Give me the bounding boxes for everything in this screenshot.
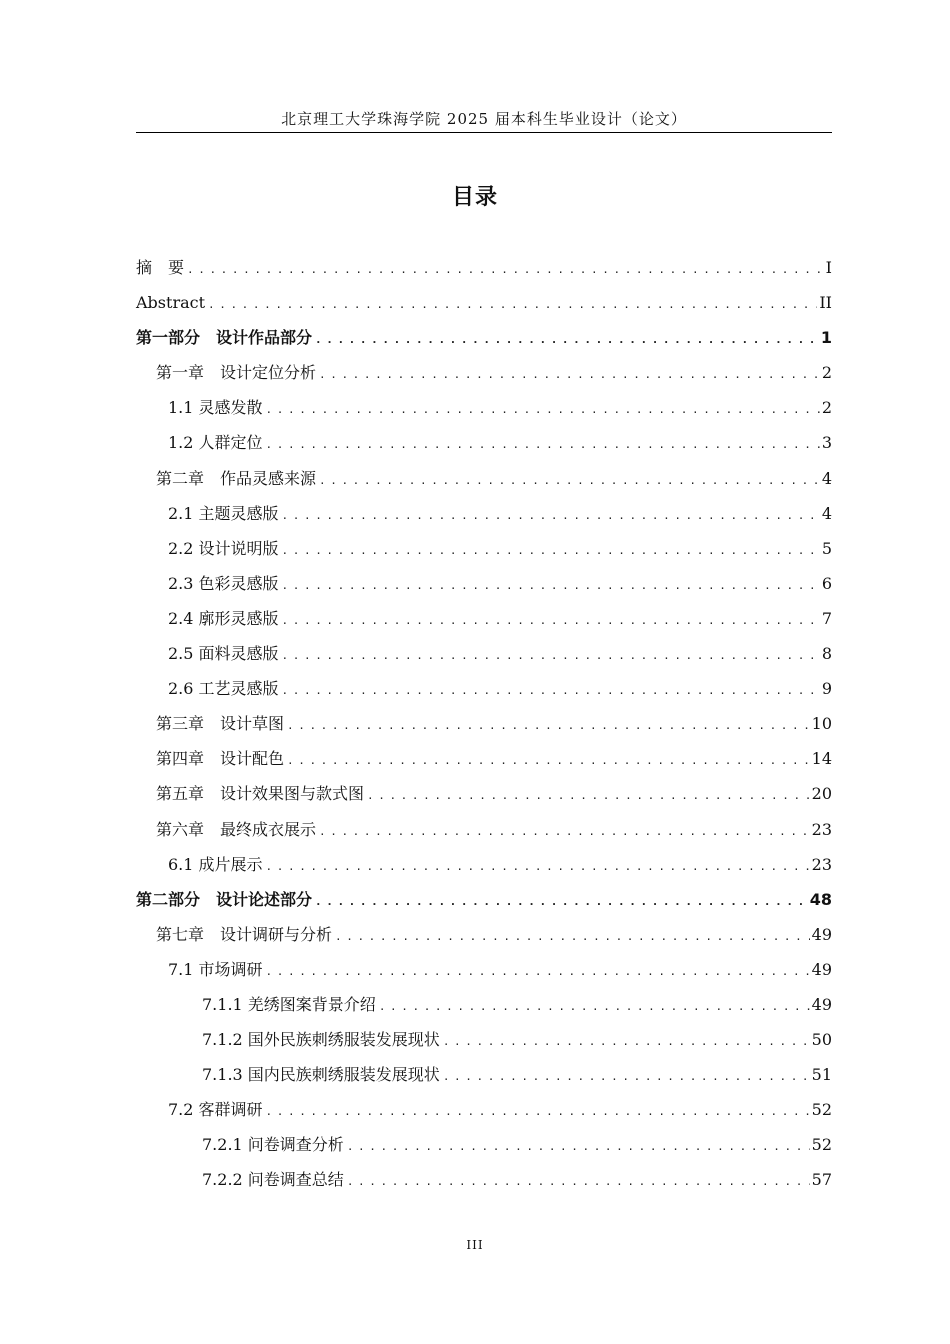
toc-leader-dots — [266, 853, 810, 880]
toc-entry-page: 1 — [820, 328, 832, 348]
toc-entry-page: 23 — [811, 854, 832, 874]
toc-entry-page: 57 — [811, 1170, 832, 1190]
toc-entry-label: 7.1 市场调研 — [168, 959, 263, 979]
toc-entry[interactable] — [136, 851, 832, 886]
toc-leader-dots — [315, 326, 819, 353]
toc-entry-label: 第三章 设计草图 — [156, 714, 285, 734]
toc-entry-page: 6 — [821, 573, 832, 593]
toc-entry[interactable] — [136, 394, 832, 429]
toc-entry[interactable] — [136, 605, 832, 640]
toc-entry-page: 2 — [821, 398, 832, 418]
toc-entry[interactable] — [136, 1096, 832, 1131]
toc-entry-label: 2.3 色彩灵感版 — [168, 573, 279, 593]
toc-leader-dots — [287, 747, 810, 774]
toc-entry-label: 摘 要 — [136, 258, 185, 277]
toc-entry-page: 23 — [811, 819, 832, 839]
toc-entry-label: 第七章 设计调研与分析 — [156, 924, 333, 944]
toc-entry-label: 1.1 灵感发散 — [168, 398, 263, 418]
toc-leader-dots — [282, 502, 820, 529]
toc-leader-dots — [443, 1028, 810, 1055]
toc-entry-label: 2.4 廓形灵感版 — [168, 608, 279, 628]
table-of-contents — [136, 254, 832, 1202]
toc-entry[interactable] — [136, 921, 832, 956]
toc-entry-label: 7.1.2 国外民族刺绣服装发展现状 — [202, 1030, 440, 1050]
toc-leader-dots — [367, 782, 810, 809]
toc-entry-page: I — [825, 258, 832, 277]
toc-entry-page: 4 — [821, 468, 832, 488]
toc-entry-page: 52 — [811, 1135, 832, 1155]
toc-entry[interactable] — [136, 816, 832, 851]
toc-leader-dots — [266, 958, 810, 985]
toc-entry-label: 第二章 作品灵感来源 — [156, 468, 317, 488]
toc-entry-page: 10 — [811, 714, 832, 734]
toc-entry[interactable] — [136, 745, 832, 780]
toc-entry-page: 50 — [811, 1030, 832, 1050]
toc-leader-dots — [443, 1063, 810, 1090]
toc-entry-label: 2.2 设计说明版 — [168, 538, 279, 558]
toc-entry[interactable] — [136, 1061, 832, 1096]
toc-leader-dots — [282, 572, 820, 599]
toc-entry-page: 14 — [811, 749, 832, 769]
toc-entry-label: 2.5 面料灵感版 — [168, 644, 279, 664]
toc-entry-label: 7.1.1 羌绣图案背景介绍 — [202, 994, 376, 1014]
toc-leader-dots — [319, 467, 820, 494]
toc-entry-label: 第一部分 设计作品部分 — [136, 328, 313, 348]
toc-leader-dots — [187, 256, 824, 283]
toc-leader-dots — [315, 888, 808, 915]
toc-entry-page: 49 — [811, 924, 832, 944]
toc-entry-page: 4 — [821, 503, 832, 523]
toc-entry-label: 7.2.1 问卷调查分析 — [202, 1135, 344, 1155]
toc-entry-label: 第四章 设计配色 — [156, 749, 285, 769]
toc-entry[interactable] — [136, 1131, 832, 1166]
toc-entry-page: 3 — [821, 433, 832, 453]
toc-entry[interactable] — [136, 675, 832, 710]
toc-entry-page: 49 — [811, 959, 832, 979]
toc-entry-page: 7 — [821, 608, 832, 628]
toc-entry-page: 2 — [821, 363, 832, 383]
toc-entry-label: 第一章 设计定位分析 — [156, 363, 317, 383]
toc-leader-dots — [266, 431, 820, 458]
toc-entry-page: 5 — [821, 538, 832, 558]
toc-leader-dots — [282, 607, 820, 634]
toc-entry[interactable] — [136, 1166, 832, 1201]
toc-leader-dots — [319, 361, 820, 388]
toc-leader-dots — [347, 1133, 810, 1160]
toc-leader-dots — [319, 818, 810, 845]
toc-entry[interactable] — [136, 500, 832, 535]
toc-leader-dots — [282, 677, 820, 704]
toc-entry-page: 49 — [811, 994, 832, 1014]
toc-entry-label: 1.2 人群定位 — [168, 433, 263, 453]
running-header: 北京理工大学珠海学院 2025 届本科生毕业设计（论文） — [136, 108, 832, 133]
toc-leader-dots — [266, 396, 820, 423]
toc-entry-label: 7.2 客群调研 — [168, 1100, 263, 1120]
toc-entry-label: 第二部分 设计论述部分 — [136, 889, 313, 909]
toc-leader-dots — [282, 537, 820, 564]
toc-entry-page: II — [819, 293, 832, 313]
toc-entry-label: 2.1 主题灵感版 — [168, 503, 279, 523]
toc-entry-page: 48 — [809, 889, 832, 909]
toc-entry-page: 51 — [811, 1065, 832, 1085]
toc-leader-dots — [347, 1168, 810, 1195]
toc-entry[interactable] — [136, 1026, 832, 1061]
toc-entry[interactable] — [136, 710, 832, 745]
toc-entry-page: 20 — [811, 784, 832, 804]
toc-leader-dots — [335, 923, 810, 950]
toc-entry[interactable] — [136, 886, 832, 921]
toc-entry[interactable] — [136, 324, 832, 359]
toc-entry-label: 7.1.3 国内民族刺绣服装发展现状 — [202, 1065, 440, 1085]
toc-entry-page: 52 — [811, 1100, 832, 1120]
toc-entry-page: 9 — [821, 679, 832, 699]
toc-entry-label: 2.6 工艺灵感版 — [168, 679, 279, 699]
toc-leader-dots — [266, 1098, 810, 1125]
toc-leader-dots — [379, 993, 810, 1020]
page-number: III — [466, 1238, 484, 1252]
toc-entry-label: 6.1 成片展示 — [168, 854, 263, 874]
toc-entry[interactable] — [136, 465, 832, 500]
toc-entry[interactable] — [136, 570, 832, 605]
toc-entry[interactable] — [136, 535, 832, 570]
toc-entry[interactable] — [136, 640, 832, 675]
toc-entry[interactable] — [136, 956, 832, 991]
toc-leader-dots — [282, 642, 820, 669]
toc-entry-label: 第六章 最终成衣展示 — [156, 819, 317, 839]
toc-entry-label: Abstract — [136, 293, 206, 313]
toc-leader-dots — [208, 291, 817, 318]
toc-entry[interactable] — [136, 359, 832, 394]
page-title: 目录 — [451, 185, 498, 210]
toc-entry[interactable] — [136, 289, 832, 324]
toc-entry-label: 第五章 设计效果图与款式图 — [156, 784, 365, 804]
toc-entry[interactable] — [136, 780, 832, 815]
toc-leader-dots — [287, 712, 810, 739]
toc-entry[interactable] — [136, 254, 832, 289]
toc-entry-label: 7.2.2 问卷调查总结 — [202, 1170, 344, 1190]
toc-entry[interactable] — [136, 429, 832, 464]
toc-entry[interactable] — [136, 991, 832, 1026]
toc-entry-page: 8 — [821, 644, 832, 664]
